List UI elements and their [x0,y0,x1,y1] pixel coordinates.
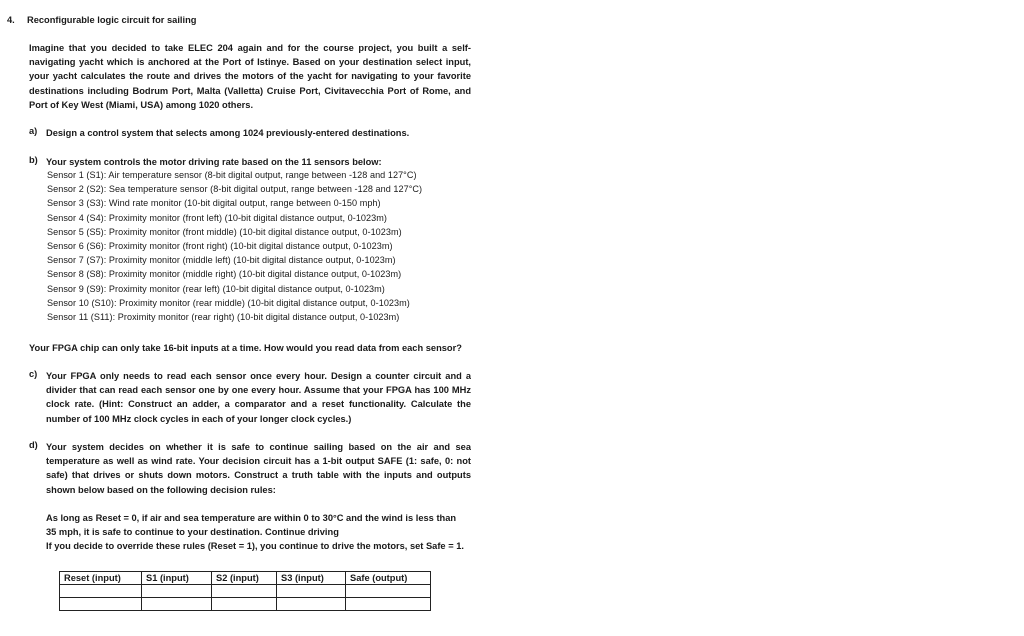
part-d-line: shown below based on the following decision rules: [46,484,276,495]
part-b-heading: Your system controls the motor driving rate based on the 11 sensors below: [46,157,382,167]
table-cell[interactable] [142,585,212,598]
part-b-label: b) [29,155,38,165]
sensor-item: Sensor 11 (S11): Proximity monitor (rear right) (10-bit digital distance output, 0-1023m) [47,311,400,322]
rule-line: 35 mph, it is safe to continue to your destination. Continue driving [46,527,339,538]
decision-rules [46,511,476,554]
table-cell[interactable] [60,585,142,598]
sensor-item: Sensor 1 (S1): Air temperature sensor (8-bit digital output, range between -128 and 127°C) [47,170,417,180]
part-c-text [46,369,471,426]
part-c-line: divider that can read each sensor one by one every hour. Assume that your FPGA has 100 MHz [46,385,471,396]
table-cell[interactable] [277,598,346,611]
table-cell[interactable] [142,598,212,611]
sensor-item: Sensor 6 (S6): Proximity monitor (front right) (10-bit digital distance output, 0-1023m) [47,240,393,251]
intro-paragraph [29,41,471,112]
sensor-item: Sensor 4 (S4): Proximity monitor (front left) (10-bit digital distance output, 0-1023m) [47,212,387,223]
table-cell[interactable] [60,598,142,611]
intro-line: navigating yacht which is anchored at the Port of Istinye. Based on your destination select input, [29,57,471,68]
header-s3: S3 (input) [277,572,346,585]
part-d-line: Your system decides on whether it is safe to continue sailing based on the air and sea [46,442,471,452]
table-cell[interactable] [346,598,431,611]
truth-table-header-row [60,572,431,585]
table-cell[interactable] [212,585,277,598]
table-row [60,585,431,598]
part-c-line: number of 100 MHz clock cycles in each of your longer clock cycles.) [46,413,352,424]
table-cell[interactable] [277,585,346,598]
sensor-item: Sensor 8 (S8): Proximity monitor (middle right) (10-bit digital distance output, 0-1023m) [47,269,402,280]
part-d-text [46,440,471,497]
header-reset: Reset (input) [60,572,142,585]
sensor-item: Sensor 9 (S9): Proximity monitor (rear left) (10-bit digital distance output, 0-1023m) [47,283,385,294]
rule-line: As long as Reset = 0, if air and sea temperature are within 0 to 30°C and the wind is less than [46,513,457,523]
part-c-label: c) [29,369,38,379]
truth-table [59,571,431,611]
intro-line: destinations including Bodrum Port, Malta (Valletta) Cruise Port, Civitavecchia Port of Rome, and [29,85,471,96]
question-title: Reconfigurable logic circuit for sailing [27,15,197,25]
part-d-line: safe) that drives or shuts down motors. Construct a truth table with the inputs and outputs [46,470,471,481]
sensor-item: Sensor 3 (S3): Wind rate monitor (10-bit digital output, range between 0-150 mph) [47,198,381,209]
question-number: 4. [7,15,15,25]
part-a-text: Design a control system that selects among 1024 previously-entered destinations. [46,128,410,138]
part-c-line: Your FPGA only needs to read each sensor once every hour. Design a counter circuit and a [46,371,471,381]
table-cell[interactable] [346,585,431,598]
sensor-list [47,168,422,324]
header-safe: Safe (output) [346,572,431,585]
table-cell[interactable] [212,598,277,611]
part-b-followup: Your FPGA chip can only take 16-bit inputs at a time. How would you read data from each sensor? [29,343,462,353]
part-d-label: d) [29,440,38,450]
sensor-item: Sensor 2 (S2): Sea temperature sensor (8-bit digital output, range between -128 and 127°C) [47,184,423,195]
header-s2: S2 (input) [212,572,277,585]
header-s1: S1 (input) [142,572,212,585]
intro-line: your yacht calculates the route and drives the motors of the yacht for navigating to your favorite [29,71,471,82]
rule-line: If you decide to override these rules (Reset = 1), you continue to drive the motors, set Safe = 1. [46,541,464,552]
intro-line: Port of Key West (Miami, USA) among 1020 others. [29,99,254,110]
sensor-item: Sensor 7 (S7): Proximity monitor (middle left) (10-bit digital distance output, 0-1023m) [47,255,396,266]
table-row [60,598,431,611]
sensor-item: Sensor 5 (S5): Proximity monitor (front middle) (10-bit digital distance output, 0-1023m) [47,226,402,237]
part-a-label: a) [29,126,38,136]
intro-line: Imagine that you decided to take ELEC 204 again and for the course project, you built a self- [29,43,471,53]
sensor-item: Sensor 10 (S10): Proximity monitor (rear middle) (10-bit digital distance output, 0-1023m) [47,297,410,308]
part-d-line: temperature as well as wind rate. Your decision circuit has a 1-bit output SAFE (1: safe, 0: not [46,456,471,467]
part-c-line: clock rate. (Hint: Construct an adder, a comparator and a reset functionality. Calculate the [46,399,471,410]
